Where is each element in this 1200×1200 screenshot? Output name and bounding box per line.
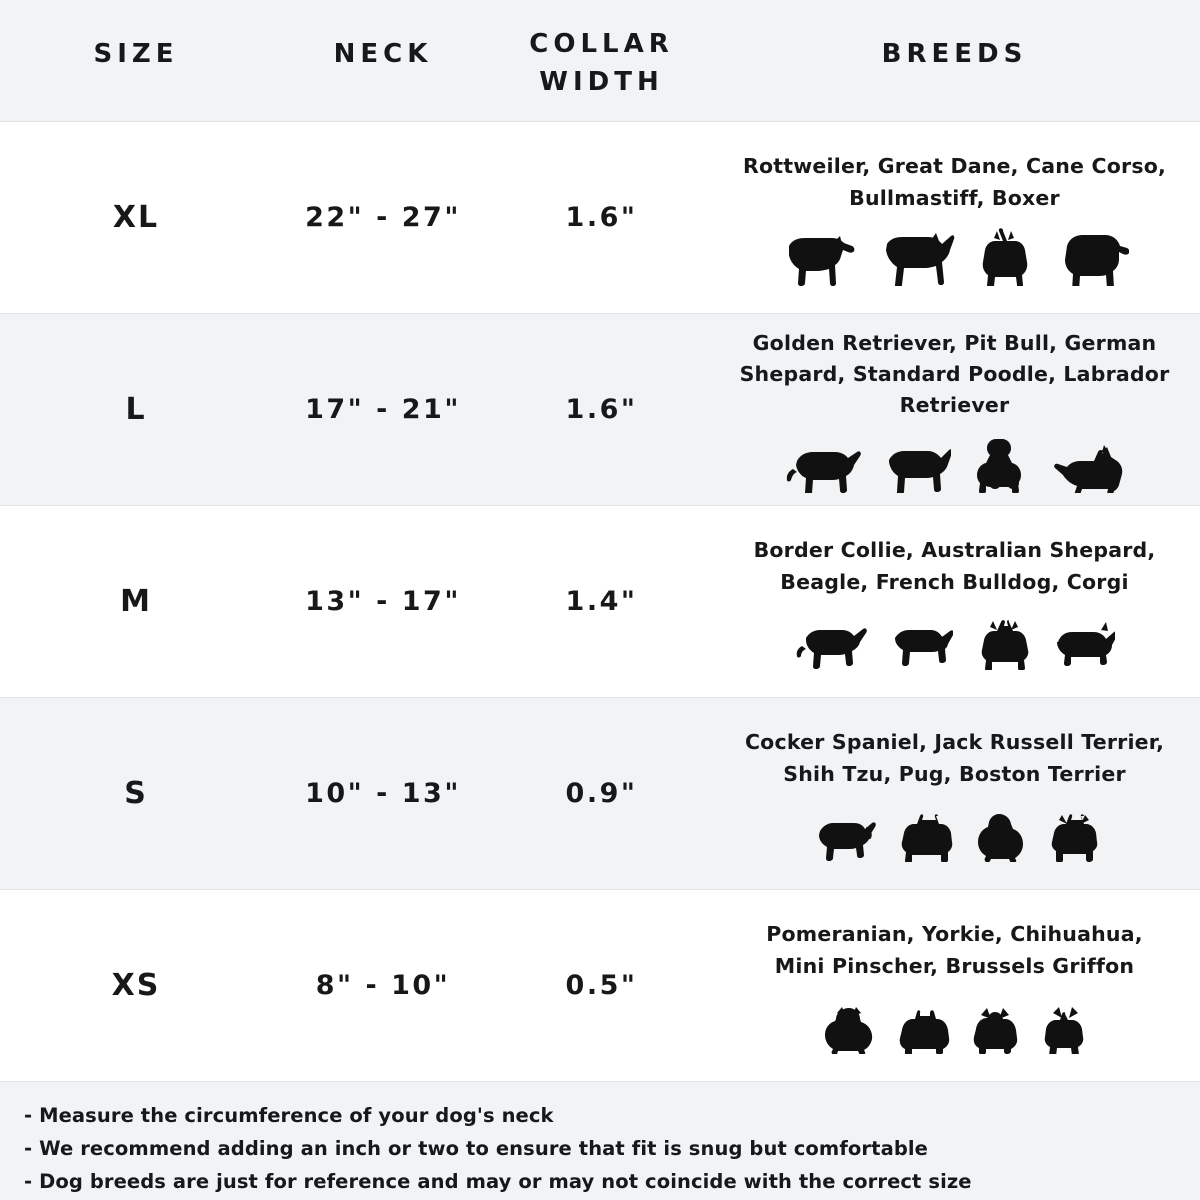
cocker-spaniel-silhouette-icon [810, 814, 876, 862]
french-bulldog-silhouette-icon [971, 620, 1029, 670]
cell-neck [272, 314, 494, 505]
cell-breeds [709, 698, 1200, 889]
neck-value: 22" - 27" [305, 202, 461, 233]
breed-silhouettes [819, 988, 1091, 1054]
cell-collar-width [494, 890, 709, 1081]
column-header-collar-width [494, 0, 709, 101]
cell-neck [272, 890, 494, 1081]
size-label: XS [111, 968, 161, 1003]
collar-width-value: 1.4" [565, 586, 638, 617]
pomeranian-silhouette-icon [819, 1006, 877, 1054]
breeds-list: Golden Retriever, Pit Bull, German Shepard, Standard Poodle, Labrador Retriever [739, 330, 1170, 418]
cell-breeds [709, 314, 1200, 505]
collar-width-value: 1.6" [565, 394, 638, 425]
cell-collar-width [494, 698, 709, 889]
table-row [0, 122, 1200, 314]
cell-neck [272, 122, 494, 313]
cell-size [0, 506, 272, 697]
collar-width-value: 0.5" [565, 970, 638, 1001]
table-row [0, 698, 1200, 890]
breeds-list: Border Collie, Australian Shepard, Beagle, French Bulldog, Corgi [753, 538, 1156, 594]
breeds-list: Cocker Spaniel, Jack Russell Terrier, Shih Tzu, Pug, Boston Terrier [744, 730, 1165, 786]
breed-silhouettes [810, 796, 1100, 862]
cell-collar-width [494, 314, 709, 505]
mini-pinscher-silhouette-icon [1039, 1006, 1091, 1054]
cell-collar-width [494, 506, 709, 697]
golden-retriever-silhouette-icon [785, 441, 861, 493]
cell-breeds [709, 506, 1200, 697]
collar-width-value: 0.9" [565, 778, 638, 809]
great-dane-silhouette-icon [877, 228, 955, 286]
corgi-silhouette-icon [1047, 620, 1115, 670]
cell-breeds [709, 890, 1200, 1081]
breeds-list: Rottweiler, Great Dane, Cane Corso, Bullmastiff, Boxer [743, 154, 1166, 210]
neck-value: 13" - 17" [305, 586, 461, 617]
neck-value: 8" - 10" [315, 970, 451, 1001]
breeds-list: Pomeranian, Yorkie, Chihuahua, Mini Pinscher, Brussels Griffon [766, 922, 1143, 978]
note-item: - Dog breeds are just for reference and may or may not coincide with the correct size [24, 1169, 972, 1193]
footer-notes [0, 1082, 1200, 1200]
breed-silhouettes [781, 220, 1129, 286]
beagle-silhouette-icon [885, 620, 953, 670]
size-label: XL [112, 200, 160, 235]
jack-russell-silhouette-icon [894, 814, 954, 862]
cell-neck [272, 698, 494, 889]
column-header-collar-width-line2: WIDTH [539, 66, 664, 97]
bullmastiff-silhouette-icon [1053, 228, 1129, 286]
column-header-size: SIZE [93, 39, 179, 69]
pug-silhouette-icon [1046, 814, 1100, 862]
breed-silhouettes [795, 604, 1115, 670]
note-item: - Measure the circumference of your dog's neck [24, 1103, 554, 1127]
cell-size [0, 890, 272, 1081]
column-header-collar-width-line1: COLLAR [529, 29, 674, 59]
labrador-silhouette-icon [879, 441, 951, 493]
border-collie-silhouette-icon [795, 620, 867, 670]
doberman-silhouette-icon [973, 228, 1035, 286]
column-header-breeds: BREEDS [881, 39, 1028, 69]
german-shepherd-silhouette-icon [1049, 441, 1125, 493]
table-row [0, 506, 1200, 698]
table-row [0, 314, 1200, 506]
cell-size [0, 698, 272, 889]
cell-breeds [709, 122, 1200, 313]
size-label: S [124, 776, 148, 811]
breed-silhouettes [785, 427, 1125, 493]
collar-width-value: 1.6" [565, 202, 638, 233]
shih-tzu-silhouette-icon [972, 812, 1028, 862]
cell-neck [272, 506, 494, 697]
cell-collar-width [494, 122, 709, 313]
yorkie-silhouette-icon [895, 1008, 951, 1054]
rottweiler-silhouette-icon [781, 228, 859, 286]
size-label: L [125, 392, 147, 427]
cell-size [0, 314, 272, 505]
table-header-row [0, 0, 1200, 122]
size-label: M [120, 584, 152, 619]
chihuahua-silhouette-icon [969, 1006, 1021, 1054]
neck-value: 10" - 13" [305, 778, 461, 809]
table-row [0, 890, 1200, 1082]
poodle-silhouette-icon [969, 437, 1031, 493]
neck-value: 17" - 21" [305, 394, 461, 425]
cell-size [0, 122, 272, 313]
note-item: - We recommend adding an inch or two to ensure that fit is snug but comfortable [24, 1136, 928, 1160]
column-header-neck: NECK [333, 39, 433, 69]
